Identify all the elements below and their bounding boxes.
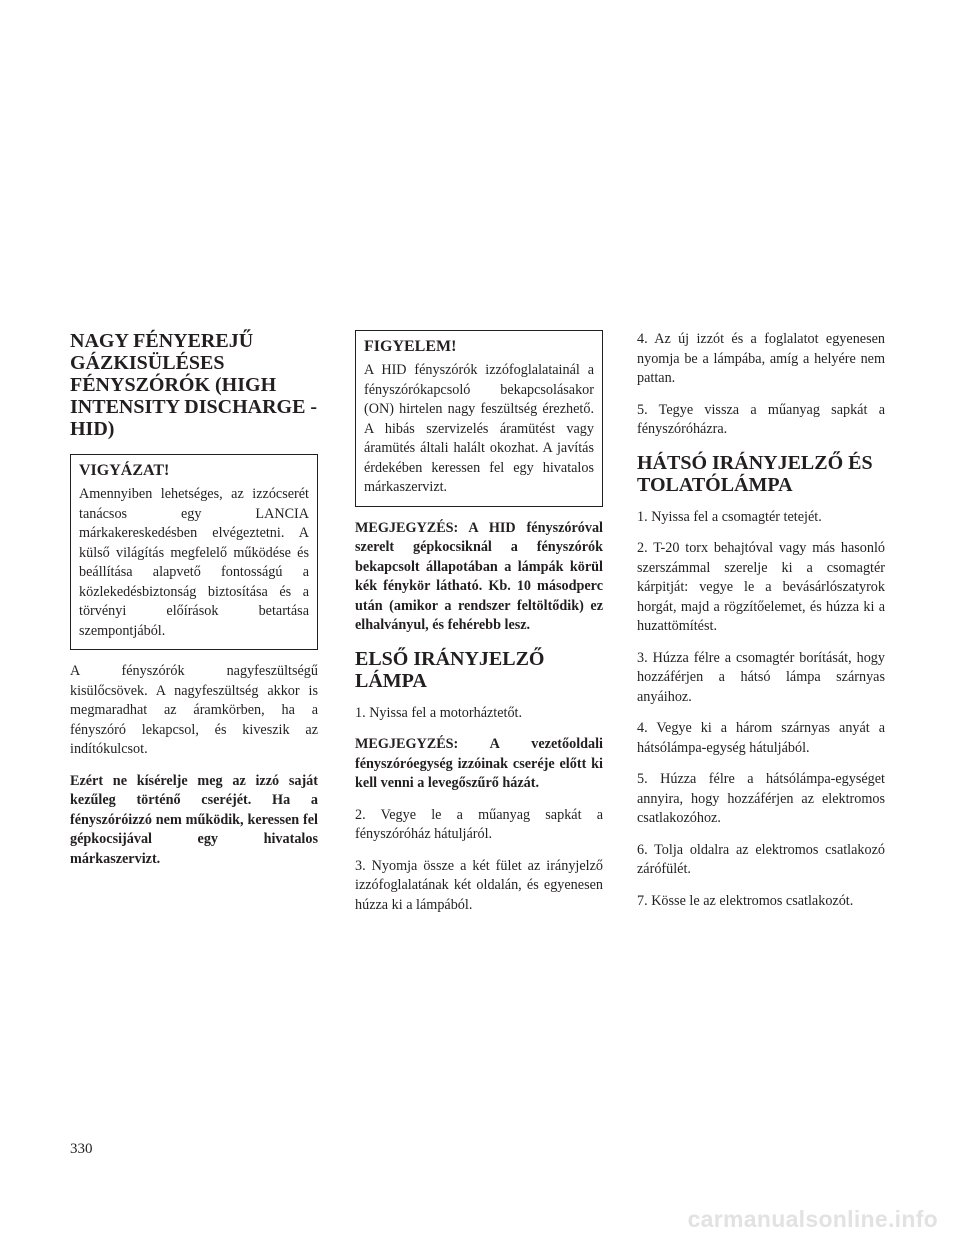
note: MEGJEGYZÉS: A vezetőoldali fényszóróegység izzóinak cseréje előtt ki kell venni a levegőszűrő házát.	[355, 736, 603, 791]
step: 5. Tegye vissza a műanyag sapkát a fényszóróházra.	[637, 401, 885, 437]
step: 1. Nyissa fel a motorháztetőt.	[355, 704, 523, 721]
section-heading-front-indicator: ELSŐ IRÁNYJELZŐ LÁMPA	[355, 647, 545, 692]
column-left	[70, 330, 318, 881]
section-heading-hid: NAGY FÉNYEREJŰ GÁZKISÜLÉSES FÉNYSZÓRÓK (HIGH INTENSITY DISCHARGE - HID)	[70, 330, 318, 440]
warning-box	[355, 330, 603, 507]
step: 4. Az új izzót és a foglalatot egyenesen nyomja be a lámpába, amíg a helyére nem pattan.	[637, 331, 885, 386]
step: 2. T-20 torx behajtóval vagy más hasonló szerszámmal szerelje ki a csomagtér kárpitját: vegye le a bevásárlószatyrok horgát, majd a rögzítőelemet, és húzza ki a huzattömítést.	[637, 540, 885, 634]
step: 1. Nyissa fel a csomagtér tetejét.	[637, 508, 822, 525]
warning-text: A HID fényszórók izzófoglalatainál a fényszórókapcsoló bekapcsolásakor (ON) hirtelen nagy feszültség érezhető. A hibás szervizelés áramütést vagy áramütés általi halált okozhat. A javítás érdekében keressen fel egy hivatalos márkaszervizt.	[364, 362, 594, 495]
step: 3. Húzza félre a csomagtér borítását, hogy hozzáférjen a hátsó lámpa szárnyas anyáihoz.	[637, 649, 885, 705]
step: 2. Vegye le a műanyag sapkát a fényszóróház hátuljáról.	[355, 806, 603, 842]
caution-text: Amennyiben lehetséges, az izzócserét tanácsos egy LANCIA márkakereskedésben elvégeztetni. A külső világítás megfelelő működése és beállítása alapvető fontosságú a közlekedésbiztonság biztosítása és a törvényi előírások betartása szempontjából.	[79, 486, 309, 639]
paragraph: A fényszórók nagyfeszültségű kisülőcsövek. A nagyfeszültség akkor is megmaradhat az áramkörben, ha a fényszóró lekapcsol, és kiveszik az indítókulcsot.	[70, 663, 318, 757]
column-right	[637, 330, 885, 923]
warning-title: FIGYELEM!	[364, 338, 457, 355]
step: 4. Vegye ki a három szárnyas anyát a hátsólámpa-egység hátuljából.	[637, 720, 885, 756]
step: 7. Kösse le az elektromos csatlakozót.	[637, 892, 854, 909]
note: MEGJEGYZÉS: A HID fényszóróval szerelt gépkocsiknál a fényszórók bekapcsolt állapotában a lámpák körül kék fénykör látható. Kb. 10 másodperc után (amikor a rendszer feltöltődik) ez elhalványul, és fehérebb lesz.	[355, 519, 603, 633]
paragraph-bold: Ezért ne kísérelje meg az izzó saját kezűleg történő cseréjét. Ha a fényszóróizzó nem működik, keressen fel gépkocsijával egy hivatalos márkaszervizt.	[70, 772, 318, 867]
column-middle	[355, 330, 603, 927]
caution-title: VIGYÁZAT!	[79, 462, 170, 479]
step: 6. Tolja oldalra az elektromos csatlakozó zárófülét.	[637, 841, 885, 877]
caution-box	[70, 454, 318, 650]
section-heading-rear-indicator: HÁTSÓ IRÁNYJELZŐ ÉS TOLATÓLÁMPA	[637, 451, 873, 496]
step: 5. Húzza félre a hátsólámpa-egységet annyira, hogy hozzáférjen az elektromos csatlakozóhoz.	[637, 771, 885, 826]
page-number: 330	[70, 1141, 93, 1157]
watermark: carmanualsonline.info	[687, 1206, 938, 1232]
step: 3. Nyomja össze a két fület az irányjelző izzófoglalatának két oldalán, és egyenesen húzza ki a lámpából.	[355, 857, 603, 913]
